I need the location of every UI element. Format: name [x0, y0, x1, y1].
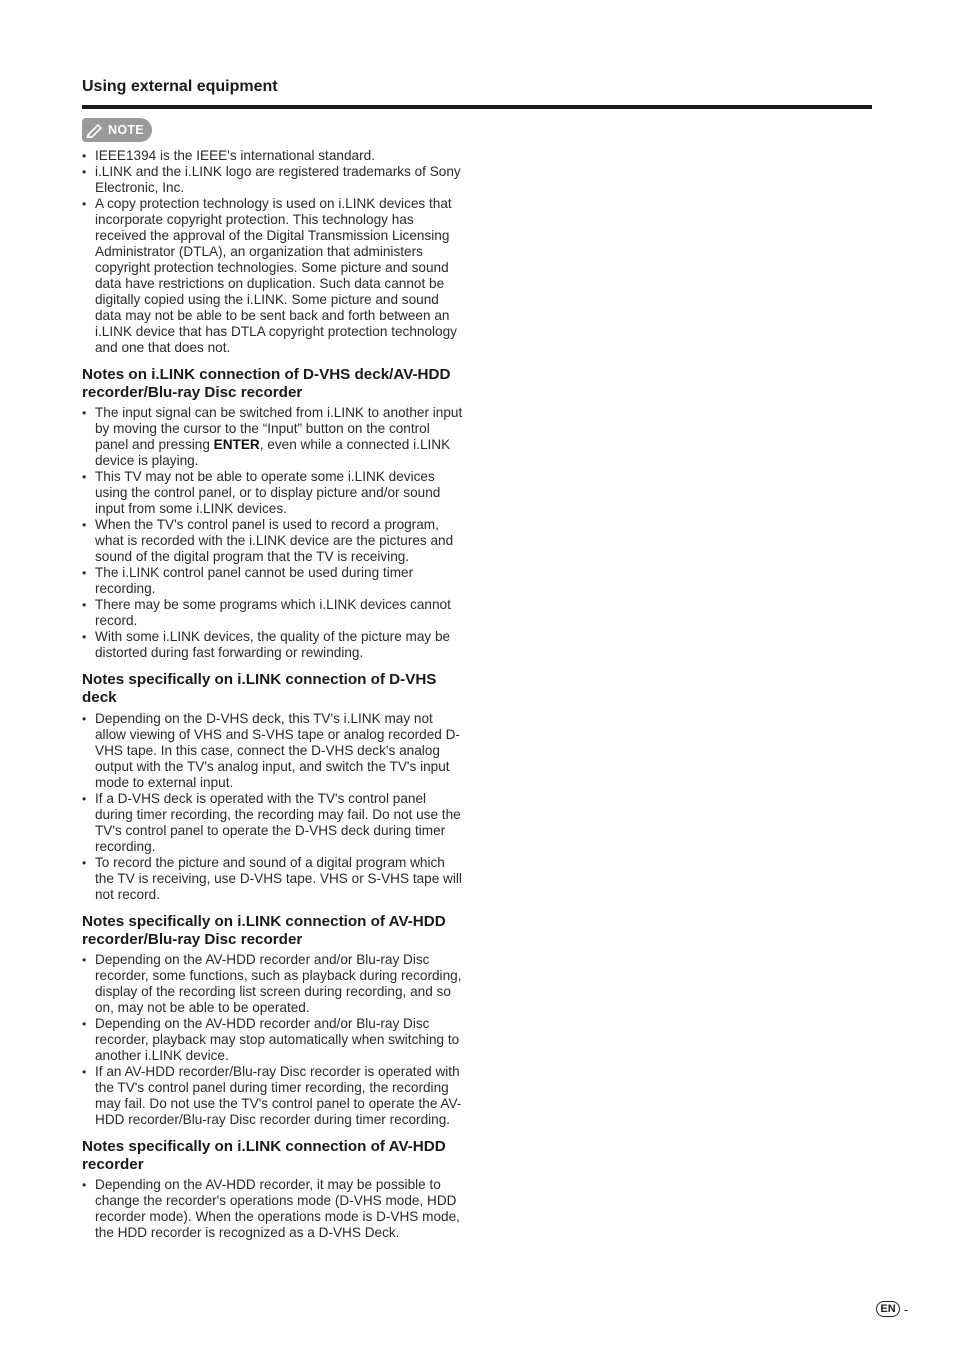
page-title: Using external equipment: [82, 78, 278, 95]
item-text: The input signal can be switched from i.LINK to another input by moving the cursor to the “Input” button on the control panel and pressing: [95, 405, 463, 452]
list-item: • There may be some programs which i.LINK devices cannot record.: [82, 597, 466, 629]
note-list: [82, 148, 466, 356]
list-item: • To record the picture and sound of a digital program which the TV is receiving, use D-VHS tape. VHS or S-VHS tape will not record.: [82, 855, 466, 903]
section-title: Notes specifically on i.LINK connection of AV-HDD recorder/Blu-ray Disc recorder: [82, 913, 446, 948]
page-dash: -: [904, 1301, 909, 1317]
list-item: • Depending on the AV-HDD recorder, it may be possible to change the recorder's operations mode (D-VHS mode, HDD recorder mode). When the operations mode is D-VHS mode, the HDD recorder is recognized as a D-VHS Deck.: [82, 1177, 466, 1241]
list-item: • Depending on the AV-HDD recorder and/or Blu-ray Disc recorder, some functions, such as playback during recording, display of the recording list screen during recording, and so on, may not be able to be operated.: [82, 952, 466, 1016]
section-list: [82, 711, 466, 903]
list-item: • This TV may not be able to operate some i.LINK devices using the control panel, or to display picture and/or sound input from some i.LINK devices.: [82, 469, 466, 517]
item-text: , even while a connected i.LINK device is playing.: [95, 437, 451, 468]
list-item: • A copy protection technology is used on i.LINK devices that incorporate copyright protection. This technology has received the approval of the Digital Transmission Licensing Administrator (DTLA), an organization that administers copyright protection technologies. Some picture and sound data have restrictions on duplication. Such data cannot be digitally copied using the i.LINK. Some picture and sound data may not be able to be sent back and forth between an i.LINK device that has DTLA copyright protection technology and one that does not.: [82, 196, 466, 356]
page-header: [82, 78, 872, 96]
list-item: • The i.LINK control panel cannot be used during timer recording.: [82, 565, 466, 597]
enter-key-label: ENTER: [213, 437, 260, 452]
section-list: [82, 952, 466, 1128]
list-item: • When the TV's control panel is used to record a program, what is recorded with the i.LINK device are the pictures and sound of the digital program that the TV is receiving.: [82, 517, 466, 565]
list-item: • Depending on the D-VHS deck, this TV's i.LINK may not allow viewing of VHS and S-VHS tape or analog recorded D-VHS tape. In this case, connect the D-VHS deck's analog output with the TV's analog input, and switch the TV's input mode to external input.: [82, 711, 466, 791]
note-badge: [82, 118, 152, 142]
content-column: [82, 118, 466, 1241]
list-item: [82, 405, 466, 469]
section-title: Notes specifically on i.LINK connection of D-VHS deck: [82, 671, 437, 706]
section-list: [82, 1177, 466, 1241]
section-title: Notes on i.LINK connection of D-VHS deck/AV-HDD recorder/Blu-ray Disc recorder: [82, 366, 451, 401]
page-marker: [876, 1301, 908, 1317]
list-item: • With some i.LINK devices, the quality of the picture may be distorted during fast forwarding or rewinding.: [82, 629, 466, 661]
list-item: • IEEE1394 is the IEEE's international standard.: [82, 148, 466, 164]
header-divider: [82, 105, 872, 109]
section-title: Notes specifically on i.LINK connection of AV-HDD recorder: [82, 1138, 446, 1173]
language-badge: EN: [876, 1301, 900, 1317]
list-item: • If an AV-HDD recorder/Blu-ray Disc recorder is operated with the TV's control panel during timer recording, the recording may fail. Do not use the TV's control panel to operate the AV-HDD recorder/Blu-ray Disc recorder during timer recording.: [82, 1064, 466, 1128]
list-item: • If a D-VHS deck is operated with the TV's control panel during timer recording, the recording may fail. Do not use the TV's control panel to operate the D-VHS deck during timer recording.: [82, 791, 466, 855]
list-item: • Depending on the AV-HDD recorder and/or Blu-ray Disc recorder, playback may stop automatically when switching to another i.LINK device.: [82, 1016, 466, 1064]
pencil-icon: [86, 122, 104, 138]
section-list: [82, 405, 466, 661]
note-label: NOTE: [108, 123, 144, 137]
list-item: • i.LINK and the i.LINK logo are registered trademarks of Sony Electronic, Inc.: [82, 164, 466, 196]
